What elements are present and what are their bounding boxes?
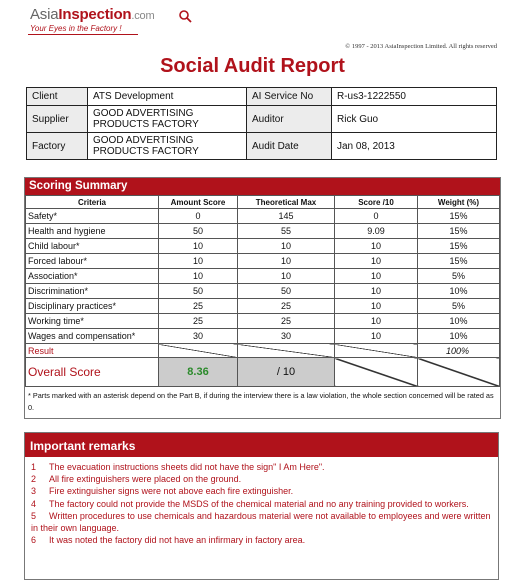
- scoring-row: [26, 284, 500, 299]
- row-criteria: Disciplinary practices*: [26, 299, 159, 314]
- row-weight: 10%: [418, 314, 500, 329]
- scoring-row: [26, 314, 500, 329]
- row-max: 25: [238, 314, 335, 329]
- remark-number: 6: [31, 535, 37, 546]
- row-amount: 30: [159, 329, 238, 344]
- row-score: 10: [335, 329, 418, 344]
- scoring-row: [26, 239, 500, 254]
- col-criteria: Criteria: [26, 196, 159, 209]
- row-max: 145: [238, 209, 335, 224]
- overall-max: / 10: [238, 358, 335, 387]
- report-title: Social Audit Report: [160, 55, 345, 77]
- remark-number: 2: [31, 474, 37, 485]
- logo-asia: Asia: [30, 6, 59, 23]
- overall-slash-cell: [335, 358, 418, 387]
- remark-number: 1: [31, 462, 37, 472]
- row-criteria: Safety*: [26, 209, 159, 224]
- audit-info-table: [26, 87, 497, 160]
- row-max: 30: [238, 329, 335, 344]
- row-amount: 10: [159, 239, 238, 254]
- supplier-value: GOOD ADVERTISING PRODUCTS FACTORY: [88, 106, 247, 133]
- remark-number: 5: [31, 510, 37, 521]
- overall-row: [26, 358, 500, 387]
- remark-text: All fire extinguishers were placed on the ground.: [49, 474, 242, 485]
- remark-item: [31, 534, 494, 546]
- row-weight: 15%: [418, 209, 500, 224]
- scoring-footnote: * Parts marked with an asterisk depend on the Part B, if during the interview there is a law violation, the whole section concerned will be rated as 0.: [28, 391, 494, 412]
- col-theoretical-max: Theoretical Max: [238, 196, 335, 209]
- remark-text: Written procedures to use chemicals and hazardous material were not available to employees and were written in their own language.: [31, 510, 491, 534]
- row-score: 10: [335, 269, 418, 284]
- logo-underline: [28, 34, 138, 35]
- factory-value: GOOD ADVERTISING PRODUCTS FACTORY: [88, 133, 247, 160]
- overall-label: Overall Score: [26, 358, 159, 387]
- result-weight: 100%: [418, 344, 500, 358]
- result-slash-cell: [335, 344, 418, 358]
- company-logo: [30, 6, 154, 33]
- overall-slash-cell: [418, 358, 500, 387]
- row-weight: 15%: [418, 254, 500, 269]
- date-value: Jan 08, 2013: [332, 133, 497, 160]
- logo-com: .com: [131, 10, 155, 22]
- scoring-row: [26, 224, 500, 239]
- row-max: 10: [238, 269, 335, 284]
- row-criteria: Wages and compensation*: [26, 329, 159, 344]
- remark-item: [31, 498, 494, 510]
- scoring-row: [26, 299, 500, 314]
- row-score: 10: [335, 284, 418, 299]
- remark-text: The factory could not provide the MSDS of the chemical material and no any training provided to workers.: [49, 498, 469, 509]
- remark-text: It was noted the factory did not have an infirmary in factory area.: [49, 535, 306, 546]
- date-label: Audit Date: [247, 133, 332, 160]
- col-score-10: Score /10: [335, 196, 418, 209]
- info-row-factory: [27, 133, 497, 160]
- row-criteria: Health and hygiene: [26, 224, 159, 239]
- scoring-row: [26, 269, 500, 284]
- scoring-row: [26, 254, 500, 269]
- remarks-heading: Important remarks: [25, 433, 498, 457]
- row-criteria: Association*: [26, 269, 159, 284]
- row-weight: 5%: [418, 299, 500, 314]
- result-row: [26, 344, 500, 358]
- copyright-notice: © 1997 - 2013 AsiaInspection Limited. All rights reserved: [345, 43, 497, 50]
- logo-wordmark: [30, 6, 154, 23]
- remark-text: The evacuation instructions sheets did not have the sign" I Am Here".: [49, 462, 325, 472]
- row-weight: 10%: [418, 329, 500, 344]
- scoring-header-row: [26, 196, 500, 209]
- remark-item: [31, 473, 494, 485]
- remark-item: [31, 485, 494, 497]
- info-row-supplier: [27, 106, 497, 133]
- row-weight: 5%: [418, 269, 500, 284]
- row-criteria: Working time*: [26, 314, 159, 329]
- supplier-label: Supplier: [27, 106, 88, 133]
- scoring-row: [26, 329, 500, 344]
- row-max: 55: [238, 224, 335, 239]
- row-amount: 10: [159, 269, 238, 284]
- row-amount: 25: [159, 314, 238, 329]
- logo-inspection: Inspection: [58, 6, 132, 23]
- col-amount-score: Amount Score: [159, 196, 238, 209]
- remark-text: Fire extinguisher signs were not above each fire extinguisher.: [49, 486, 294, 497]
- row-amount: 25: [159, 299, 238, 314]
- row-amount: 10: [159, 254, 238, 269]
- client-value: ATS Development: [88, 88, 247, 106]
- row-score: 0: [335, 209, 418, 224]
- scoring-summary-panel: [24, 177, 501, 419]
- overall-value: 8.36: [159, 358, 238, 387]
- row-score: 10: [335, 314, 418, 329]
- magnifier-icon: [178, 9, 192, 23]
- row-criteria: Discrimination*: [26, 284, 159, 299]
- col-weight: Weight (%): [418, 196, 500, 209]
- row-score: 9.09: [335, 224, 418, 239]
- remarks-list: [25, 457, 498, 546]
- remark-item: [31, 461, 494, 473]
- client-label: Client: [27, 88, 88, 106]
- row-criteria: Forced labour*: [26, 254, 159, 269]
- info-row-client: [27, 88, 497, 106]
- row-max: 10: [238, 254, 335, 269]
- row-score: 10: [335, 299, 418, 314]
- scoring-table: [25, 195, 500, 387]
- factory-label: Factory: [27, 133, 88, 160]
- row-criteria: Child labour*: [26, 239, 159, 254]
- logo-tagline: Your Eyes in the Factory !: [30, 24, 122, 33]
- row-weight: 15%: [418, 224, 500, 239]
- auditor-label: Auditor: [247, 106, 332, 133]
- row-max: 10: [238, 239, 335, 254]
- row-max: 25: [238, 299, 335, 314]
- result-label: Result: [26, 344, 159, 358]
- auditor-value: Rick Guo: [332, 106, 497, 133]
- scoring-summary-heading: Scoring Summary: [25, 178, 500, 195]
- important-remarks-panel: [24, 432, 499, 580]
- row-amount: 50: [159, 284, 238, 299]
- row-amount: 50: [159, 224, 238, 239]
- row-amount: 0: [159, 209, 238, 224]
- row-weight: 15%: [418, 239, 500, 254]
- row-max: 50: [238, 284, 335, 299]
- remark-item: [31, 510, 494, 534]
- remark-number: 3: [31, 486, 37, 497]
- row-score: 10: [335, 239, 418, 254]
- result-slash-cell: [238, 344, 335, 358]
- service-value: R-us3-1222550: [332, 88, 497, 106]
- row-score: 10: [335, 254, 418, 269]
- result-slash-cell: [159, 344, 238, 358]
- scoring-row: [26, 209, 500, 224]
- service-label: AI Service No: [247, 88, 332, 106]
- row-weight: 10%: [418, 284, 500, 299]
- remark-number: 4: [31, 498, 37, 509]
